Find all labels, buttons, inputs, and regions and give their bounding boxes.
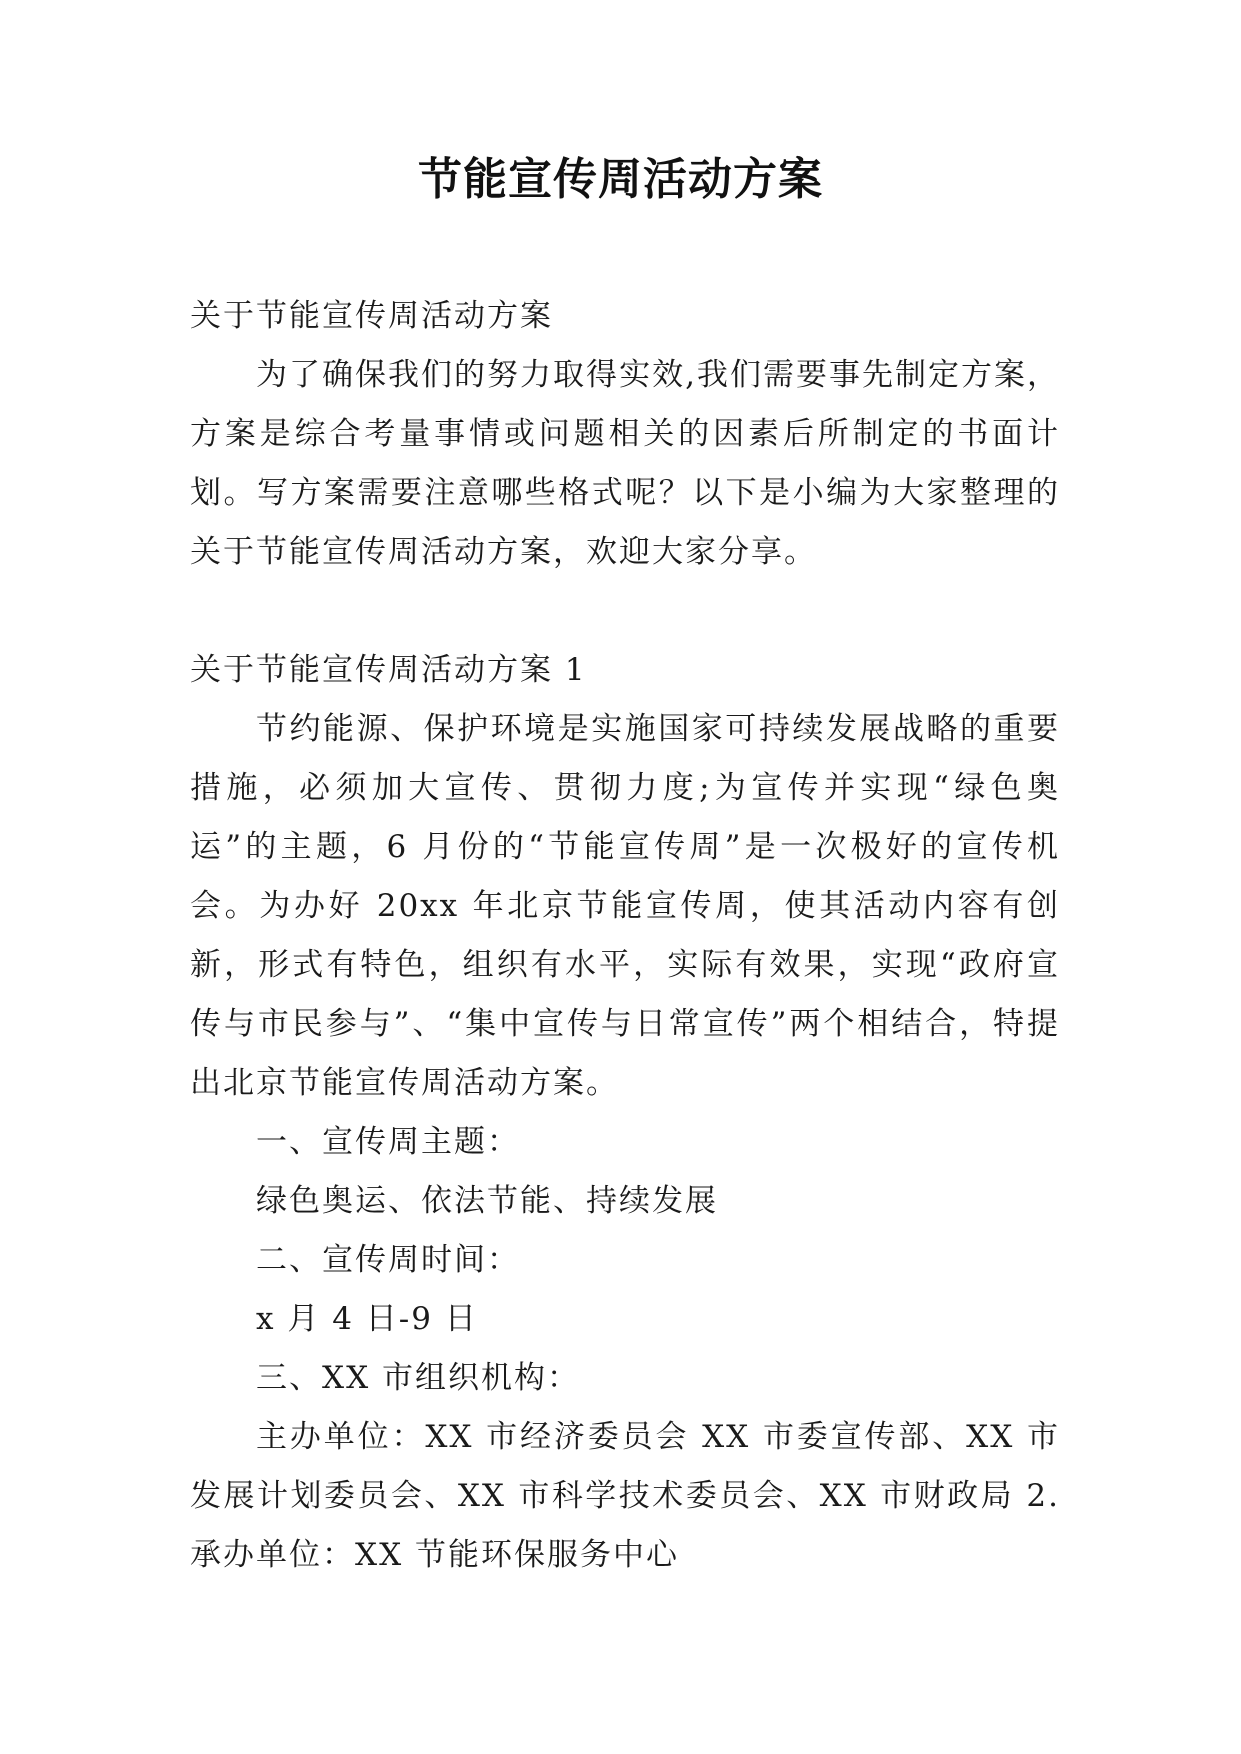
item3-value: 主办单位：XX 市经济委员会 XX 市委宣传部、XX 市发展计划委员会、XX 市科学技术委员会、XX 市财政局 2.承办单位：XX 节能环保服务中心 — [190, 1419, 1060, 1573]
document-title: 节能宣传周活动方案 — [418, 154, 823, 205]
intro-paragraph: 为了确保我们的努力取得实效,我们需要事先制定方案，方案是综合考量事情或问题相关的因素后所制定的书面计划。写方案需要注意哪些格式呢？以下是小编为大家整理的关于节能宣传周活动方案，欢迎大家分享。 — [190, 357, 1060, 570]
paragraph-gap — [190, 582, 1060, 641]
section1-paragraph: 节约能源、保护环境是实施国家可持续发展战略的重要措施，必须加大宣传、贯彻力度;为宣传并实现“绿色奥运”的主题，6 月份的“节能宣传周”是一次极好的宣传机会。为办好 20xx 年北京节能宣传周，使其活动内容有创新，形式有特色，组织有水平，实际有效果，实现“政府宣传与市民参与”、“集中宣传与日常宣传”两个相结合，特提出北京节能宣传周活动方案。 — [190, 711, 1060, 1101]
item1-label: 一、宣传周主题： — [256, 1124, 520, 1160]
section1-heading: 关于节能宣传周活动方案 1 — [190, 652, 587, 688]
item2-value: x 月 4 日-9 日 — [256, 1301, 478, 1337]
item2-label: 二、宣传周时间： — [256, 1242, 520, 1278]
item3-label: 三、XX 市组织机构： — [256, 1360, 580, 1396]
intro-heading: 关于节能宣传周活动方案 — [190, 298, 553, 334]
document-body — [190, 287, 1060, 1585]
item1-value: 绿色奥运、依法节能、持续发展 — [256, 1183, 718, 1219]
